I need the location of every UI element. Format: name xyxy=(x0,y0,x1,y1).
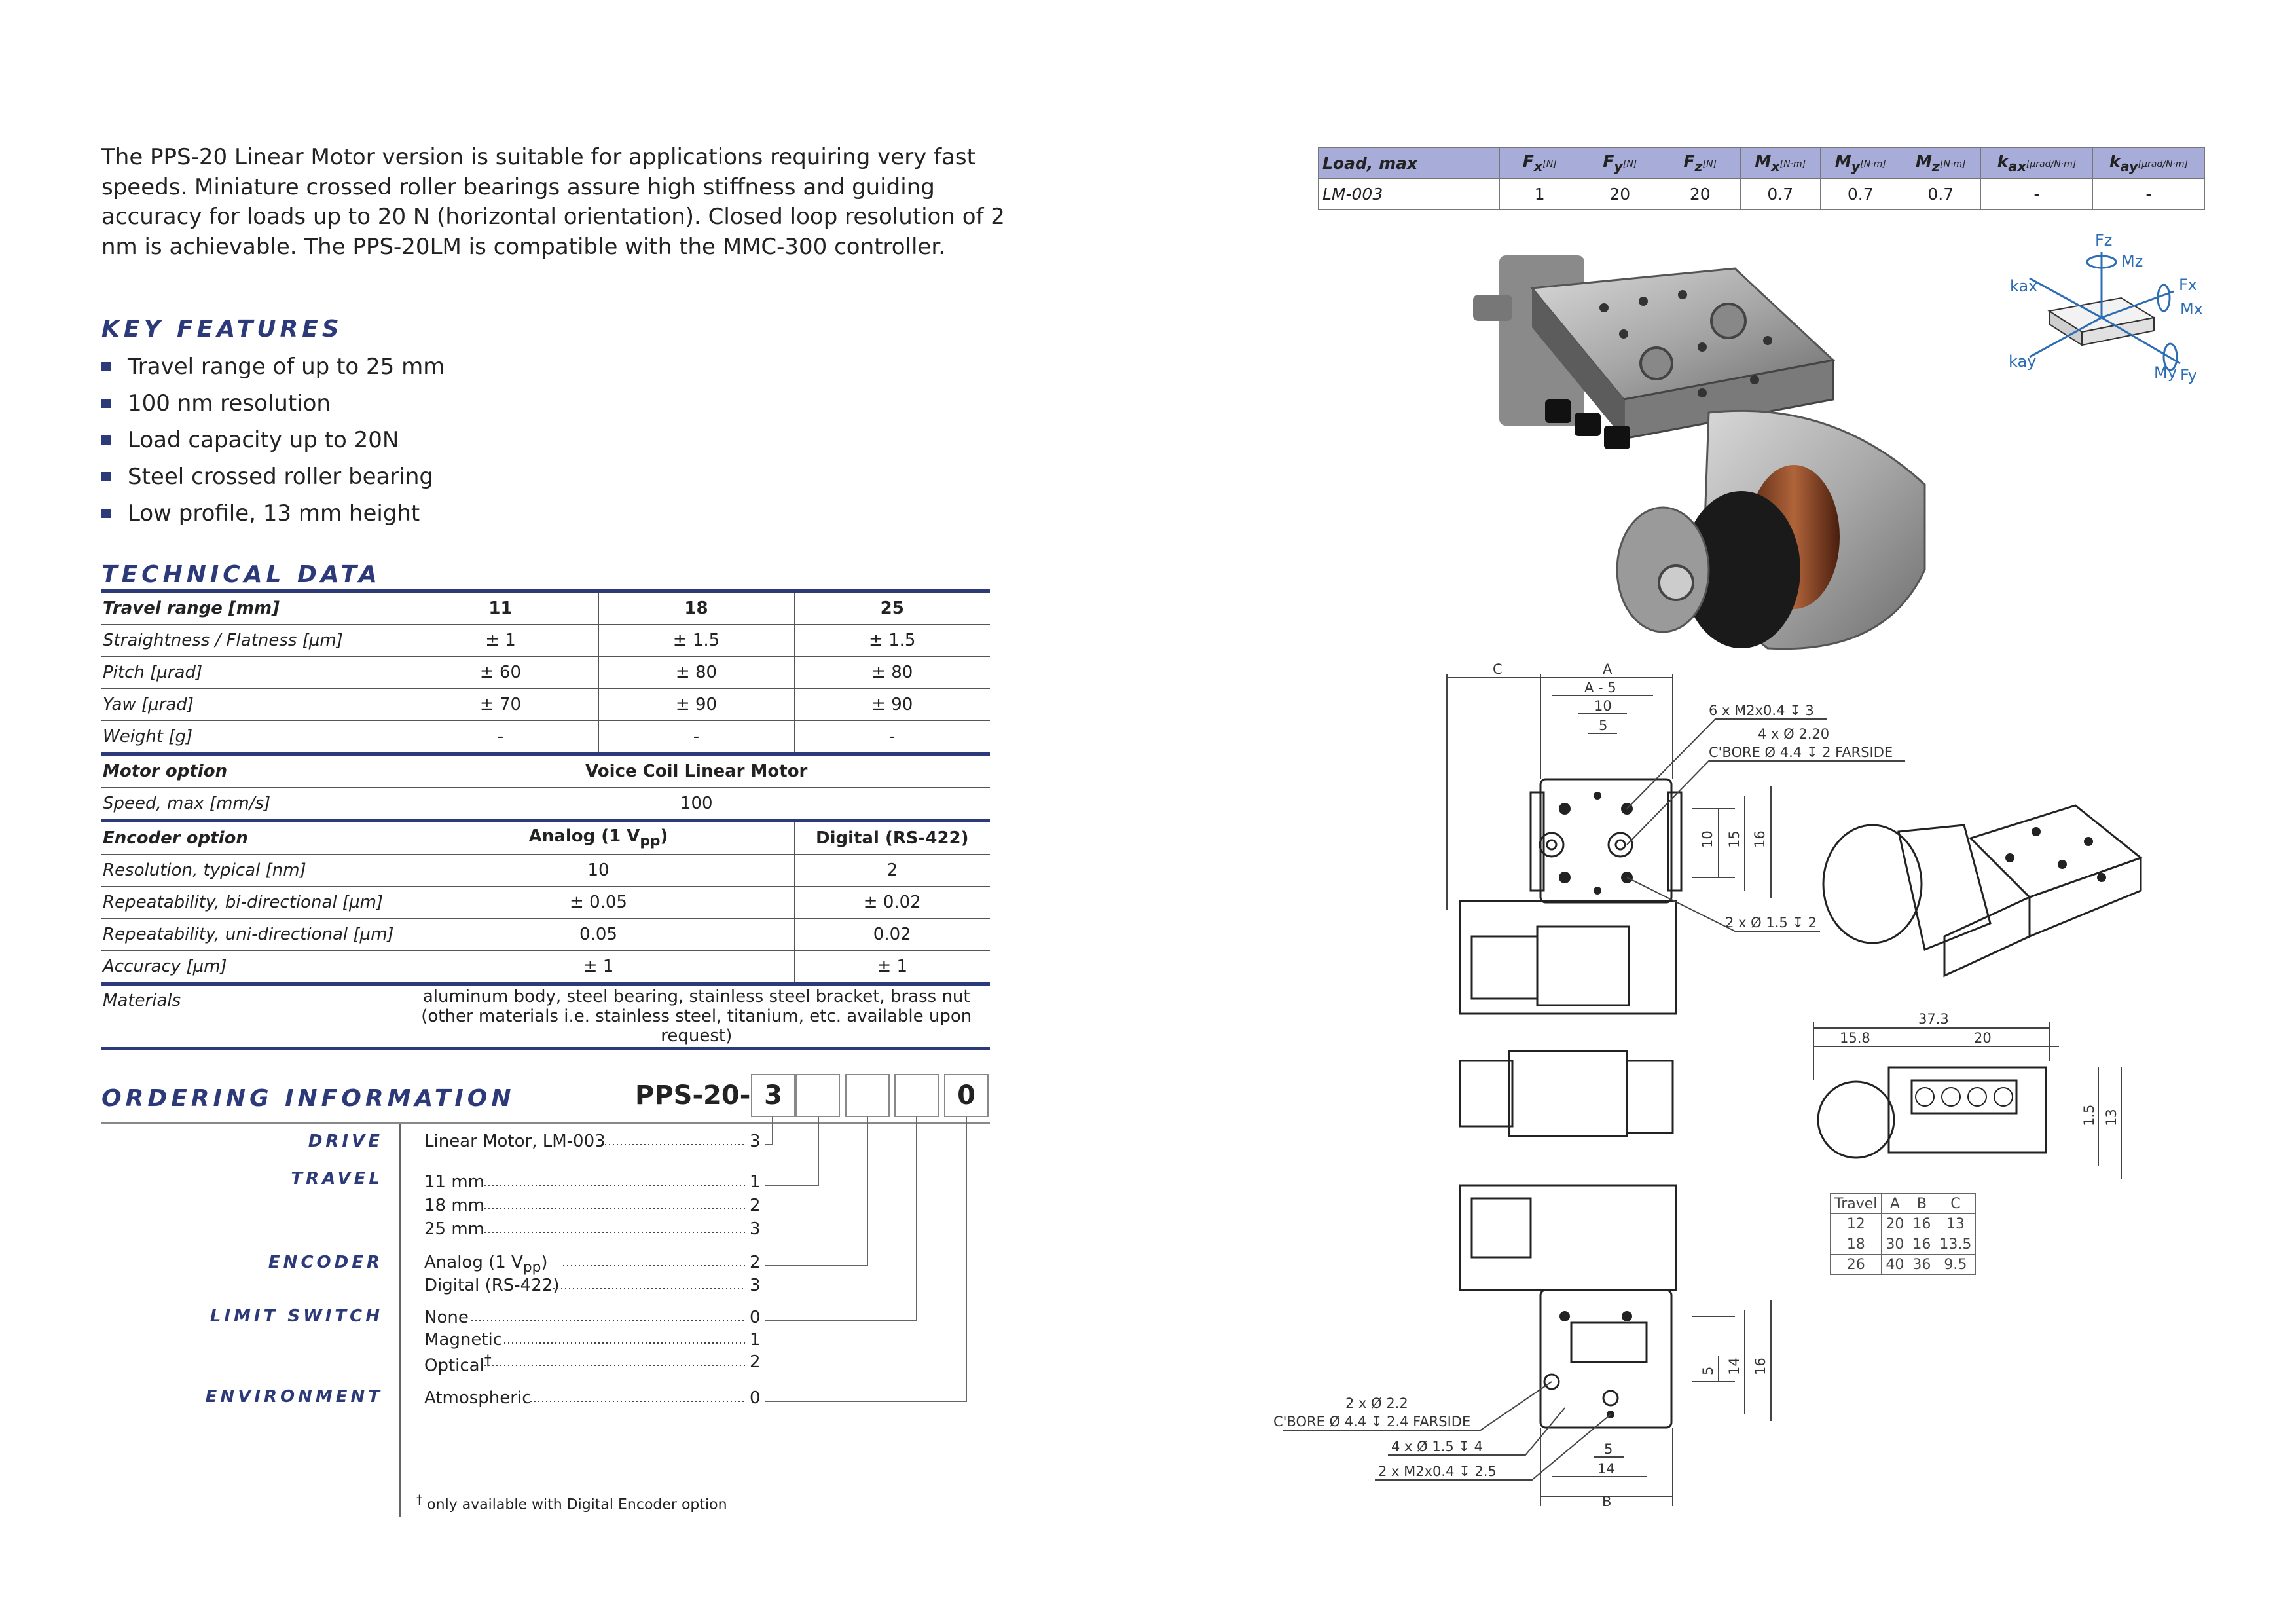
cell: ± 1 xyxy=(403,951,794,984)
cell: ± 1 xyxy=(794,951,990,984)
product-photo xyxy=(1427,229,1951,688)
row-label: Repeatability, bi-directional [µm] xyxy=(101,887,403,919)
cell: 0.05 xyxy=(403,919,794,951)
dim-side-total: 37.3 xyxy=(1918,1011,1949,1027)
cell: 30 xyxy=(1882,1234,1908,1255)
cell: Analog (1 $V_{pp}$) xyxy=(403,821,794,855)
load-header: $M_y[N\cdot m]$ xyxy=(1821,148,1901,179)
load-header: $F_y[N]$ xyxy=(1580,148,1660,179)
dim-b: B xyxy=(1602,1494,1612,1509)
axis-label-fy: Fy xyxy=(2180,366,2197,384)
cell: 13 xyxy=(1935,1214,1976,1234)
order-category-drive: DRIVE xyxy=(308,1132,383,1151)
order-item-code: 3 xyxy=(750,1219,761,1239)
cell: - xyxy=(598,721,794,754)
row-label: Pitch [µrad] xyxy=(101,657,403,689)
cell: 36 xyxy=(1908,1255,1935,1275)
order-category-encoder: ENCODER xyxy=(268,1253,383,1272)
dim-bottom-v5: 5 xyxy=(1700,1366,1716,1375)
feature-item: Steel crossed roller bearing xyxy=(101,458,445,495)
dim-bottom-v16: 16 xyxy=(1753,1357,1768,1375)
order-item-label: None xyxy=(424,1308,469,1327)
cell: ± 1 xyxy=(403,625,598,657)
dim-side-right: 20 xyxy=(1974,1030,1992,1046)
callout-hole-2x: 2 x Ø 1.5 ↧ 2 xyxy=(1725,915,1817,931)
feature-item: Low profile, 13 mm height xyxy=(101,495,445,532)
cell: ± 0.02 xyxy=(794,887,990,919)
dim-side-h2: 13 xyxy=(2104,1109,2119,1126)
technical-drawing xyxy=(1264,661,2213,1513)
dimension-table xyxy=(1830,1193,1976,1275)
order-item-label: Atmospheric xyxy=(424,1388,532,1408)
feature-item: 100 nm resolution xyxy=(101,385,445,422)
cell: ± 90 xyxy=(794,689,990,721)
dim-c: C xyxy=(1493,661,1503,677)
table-row xyxy=(1319,148,2205,179)
row-label: Resolution, typical [nm] xyxy=(101,855,403,887)
order-item-label: Digital (RS-422) xyxy=(424,1276,560,1295)
dim-v16: 16 xyxy=(1752,830,1768,848)
cell: 10 xyxy=(403,855,794,887)
order-category-travel: TRAVEL xyxy=(291,1169,383,1189)
cell: 11 xyxy=(403,591,598,625)
row-label: Yaw [µrad] xyxy=(101,689,403,721)
cell: 100 xyxy=(403,788,990,821)
order-category-environment: ENVIRONMENT xyxy=(205,1387,383,1407)
callout-bottom-2x-a: 2 x Ø 2.2 xyxy=(1345,1395,1408,1411)
cell: 0.7 xyxy=(1821,179,1901,210)
callout-hole-4x-b: C'BORE Ø 4.4 ↧ 2 FARSIDE xyxy=(1709,745,1893,760)
dim-bottom-h5: 5 xyxy=(1604,1441,1613,1457)
order-item-code: 3 xyxy=(750,1276,761,1295)
cell: A xyxy=(1882,1194,1908,1214)
row-label: Travel range [mm] xyxy=(101,591,403,625)
load-header: $M_z[N\cdot m]$ xyxy=(1901,148,1981,179)
table-row xyxy=(1831,1255,1976,1275)
cell: B xyxy=(1908,1194,1935,1214)
cell: ± 90 xyxy=(598,689,794,721)
cell: 16 xyxy=(1908,1234,1935,1255)
callout-bottom-m2: 2 x M2x0.4 ↧ 2.5 xyxy=(1378,1464,1497,1479)
technical-data-title: TECHNICAL DATA xyxy=(101,561,381,588)
cell: 0.02 xyxy=(794,919,990,951)
dim-a-minus-5: A - 5 xyxy=(1584,680,1616,695)
row-label: Motor option xyxy=(101,754,403,788)
order-item-label: 25 mm xyxy=(424,1219,485,1239)
order-item-code: 1 xyxy=(750,1330,761,1350)
callout-m2: 6 x M2x0.4 ↧ 3 xyxy=(1709,703,1814,718)
order-item-code: 3 xyxy=(750,1132,761,1151)
table-row xyxy=(1831,1214,1976,1234)
dim-bottom-h14: 14 xyxy=(1597,1461,1615,1477)
cell: - xyxy=(2093,179,2205,210)
cell: ± 80 xyxy=(598,657,794,689)
callout-bottom-2x-b: C'BORE Ø 4.4 ↧ 2.4 FARSIDE xyxy=(1273,1414,1471,1430)
materials-line: aluminum body, steel bearing, stainless steel bracket, brass nut xyxy=(422,987,970,1006)
cell: ± 80 xyxy=(794,657,990,689)
axis-label-my: My xyxy=(2154,363,2177,382)
row-label: Encoder option xyxy=(101,821,403,855)
cell: 26 xyxy=(1831,1255,1882,1275)
ordering-footnote: † only available with Digital Encoder option xyxy=(416,1493,727,1513)
cell: 25 xyxy=(794,591,990,625)
order-item-label: Linear Motor, LM-003 xyxy=(424,1132,606,1151)
cell: 9.5 xyxy=(1935,1255,1976,1275)
cell: - xyxy=(1981,179,2093,210)
cell: 2 xyxy=(794,855,990,887)
table-row xyxy=(1831,1194,1976,1214)
row-label: Weight [g] xyxy=(101,721,403,754)
cell: ± 70 xyxy=(403,689,598,721)
order-box-drive: 3 xyxy=(751,1074,795,1117)
dim-side-left: 15.8 xyxy=(1840,1030,1870,1046)
cell: 20 xyxy=(1882,1214,1908,1234)
axis-label-fx: Fx xyxy=(2179,276,2198,294)
load-header: $M_x[N\cdot m]$ xyxy=(1740,148,1821,179)
dim-bottom-v14: 14 xyxy=(1726,1357,1742,1375)
cell: Digital (RS-422) xyxy=(794,821,990,855)
axis-label-kax: kax xyxy=(2010,277,2038,295)
table-row xyxy=(1831,1234,1976,1255)
order-item-code: 2 xyxy=(750,1352,761,1372)
key-features-title: KEY FEATURES xyxy=(101,316,343,342)
cell: 16 xyxy=(1908,1214,1935,1234)
cell: 20 xyxy=(1660,179,1741,210)
order-item-code: 1 xyxy=(750,1172,761,1192)
load-header: $F_x[N]$ xyxy=(1500,148,1580,179)
dim-10: 10 xyxy=(1594,698,1612,714)
order-code-prefix: PPS-20- xyxy=(635,1080,751,1111)
cell: 1 xyxy=(1500,179,1580,210)
order-item-label: Magnetic xyxy=(424,1330,503,1350)
cell: - xyxy=(794,721,990,754)
load-header-label: Load, max xyxy=(1319,148,1500,179)
order-item-label: Optical† xyxy=(424,1352,492,1376)
order-item-code: 2 xyxy=(750,1253,761,1272)
feature-item: Load capacity up to 20N xyxy=(101,422,445,458)
dim-5: 5 xyxy=(1599,718,1608,733)
dim-a: A xyxy=(1603,661,1613,677)
cell: 18 xyxy=(1831,1234,1882,1255)
cell: ± 0.05 xyxy=(403,887,794,919)
axis-label-fz: Fz xyxy=(2095,231,2113,249)
load-header: $F_z[N]$ xyxy=(1660,148,1741,179)
row-label: Straightness / Flatness [µm] xyxy=(101,625,403,657)
load-axes-diagram xyxy=(2003,226,2219,396)
row-label: Accuracy [µm] xyxy=(101,951,403,984)
cell: ± 1.5 xyxy=(794,625,990,657)
cell: 13.5 xyxy=(1935,1234,1976,1255)
cell: 18 xyxy=(598,591,794,625)
intro-paragraph: The PPS-20 Linear Motor version is suitable for applications requiring very fast speeds. Miniature crossed roller bearings assure high stiffness and guiding accuracy for loads up to 20 N (horizontal orientation). Closed loop resolution of 2 nm is achievable. The PPS-20LM is compatible with the MMC-300 controller. xyxy=(101,144,1005,260)
axis-label-mz: Mz xyxy=(2121,252,2143,270)
cell: Travel xyxy=(1831,1194,1882,1214)
dim-side-h1: 1.5 xyxy=(2081,1104,2097,1126)
materials-line: (other materials i.e. stainless steel, titanium, etc. available upon request) xyxy=(421,1006,972,1046)
row-label: Speed, max [mm/s] xyxy=(101,788,403,821)
load-header: $k_{ax}[\mu rad/N\cdot m]$ xyxy=(1981,148,2093,179)
dim-v15: 15 xyxy=(1726,830,1742,848)
row-label: Repeatability, uni-directional [µm] xyxy=(101,919,403,951)
load-table xyxy=(1318,147,2205,210)
axis-label-kay: kay xyxy=(2009,352,2037,371)
order-item-label: 18 mm xyxy=(424,1196,485,1215)
cell: Voice Coil Linear Motor xyxy=(403,754,990,788)
order-item-code: 2 xyxy=(750,1196,761,1215)
cell: 0.7 xyxy=(1740,179,1821,210)
order-item-code: 0 xyxy=(750,1308,761,1327)
cell: 40 xyxy=(1882,1255,1908,1275)
axis-label-mx: Mx xyxy=(2180,300,2203,318)
order-item-code: 0 xyxy=(750,1388,761,1408)
ordering-leaders xyxy=(0,0,1021,1441)
cell: 12 xyxy=(1831,1214,1882,1234)
load-row-label: LM-003 xyxy=(1319,179,1500,210)
callout-hole-4x-a: 4 x Ø 2.20 xyxy=(1758,726,1830,742)
feature-item: Travel range of up to 25 mm xyxy=(101,348,445,385)
cell: 20 xyxy=(1580,179,1660,210)
cell: ± 60 xyxy=(403,657,598,689)
load-header: $k_{ay}[\mu rad/N\cdot m]$ xyxy=(2093,148,2205,179)
ordering-title: ORDERING INFORMATION xyxy=(101,1085,515,1112)
dim-v10: 10 xyxy=(1700,830,1715,848)
table-row xyxy=(1319,179,2205,210)
cell: 0.7 xyxy=(1901,179,1981,210)
cell: ± 1.5 xyxy=(598,625,794,657)
cell: - xyxy=(403,721,598,754)
order-item-label: 11 mm xyxy=(424,1172,485,1192)
order-item-label: Analog (1 $V_{pp}$) xyxy=(424,1253,548,1276)
order-box-environment: 0 xyxy=(944,1074,989,1117)
callout-bottom-4x: 4 x Ø 1.5 ↧ 4 xyxy=(1391,1439,1484,1454)
row-label: Materials xyxy=(101,984,403,1049)
cell: C xyxy=(1935,1194,1976,1214)
order-category-limit-switch: LIMIT SWITCH xyxy=(210,1306,383,1326)
